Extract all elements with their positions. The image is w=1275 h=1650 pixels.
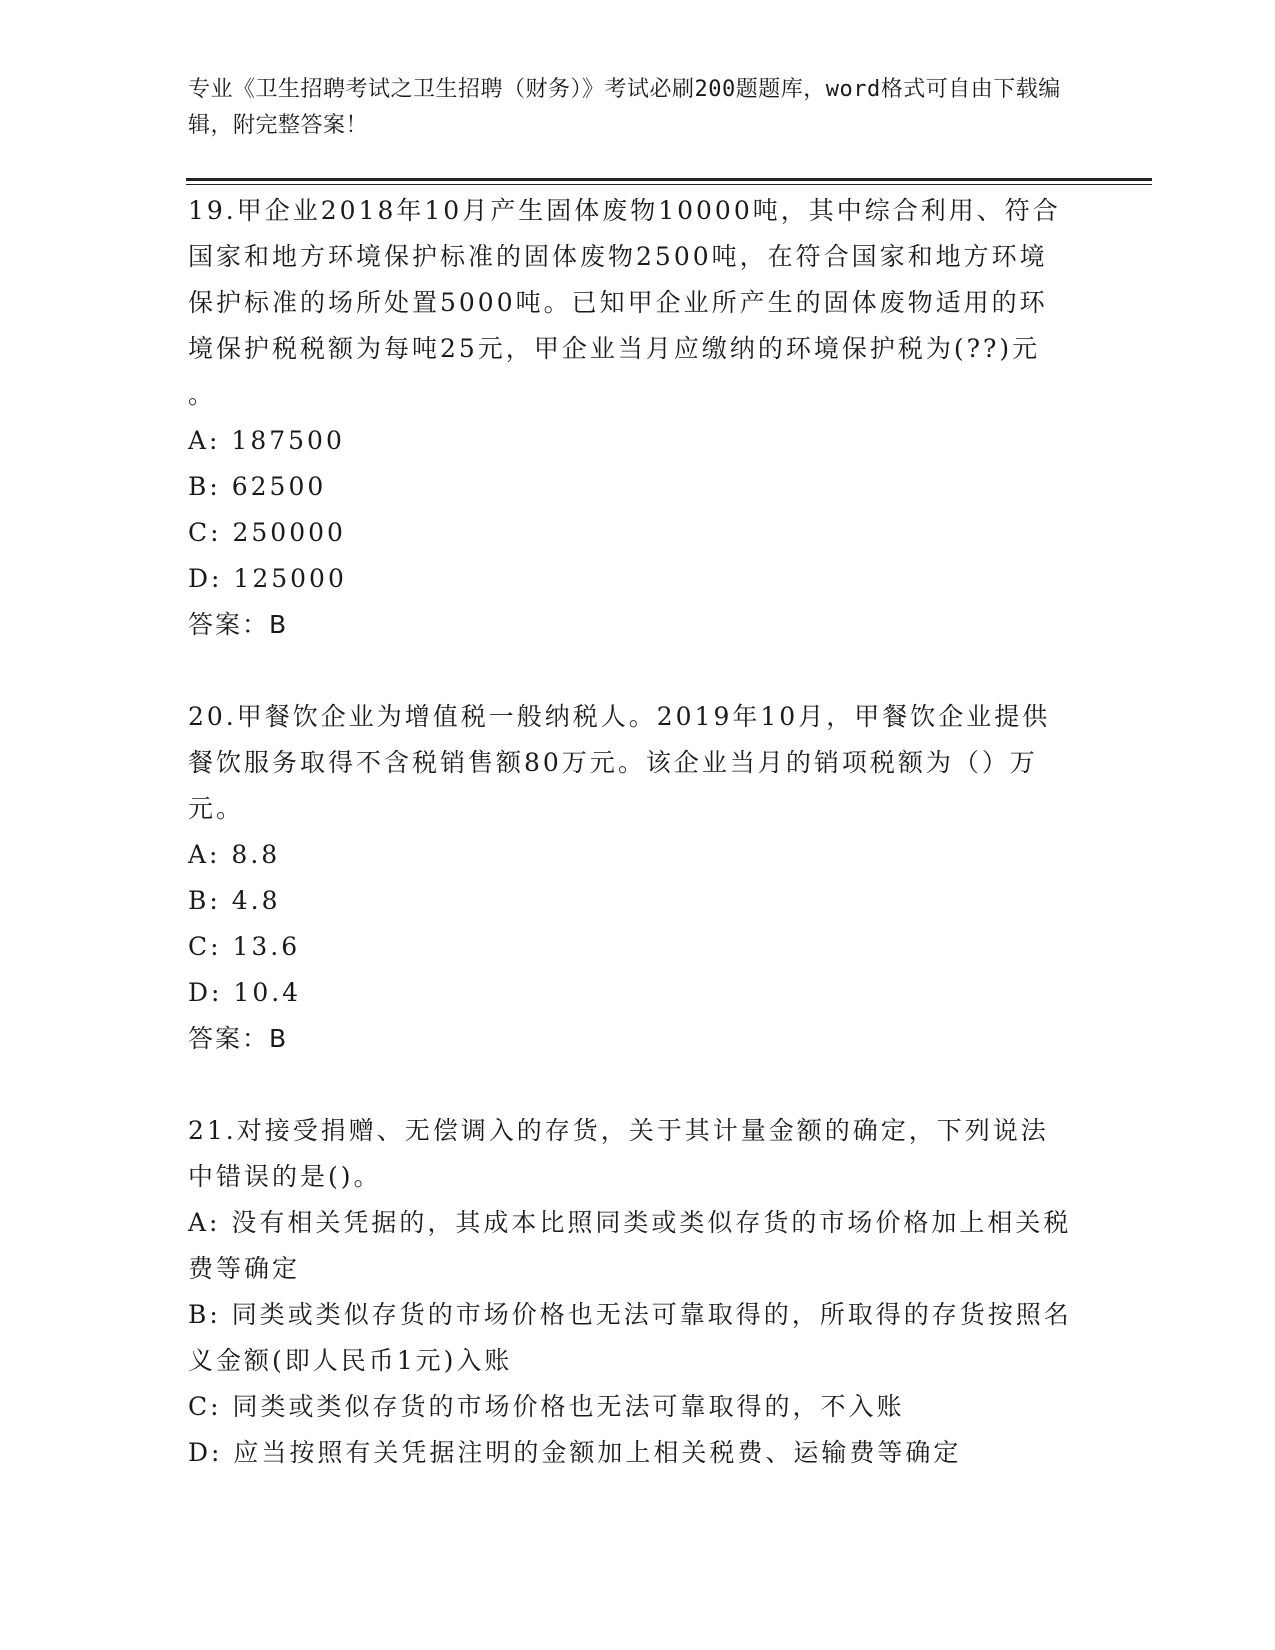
- question-stem-tail: 。: [188, 380, 217, 409]
- answer-line: 答案：B: [188, 610, 289, 639]
- option-c: C: 13.6: [188, 932, 301, 961]
- option-a: A: 8.8: [188, 840, 281, 869]
- answer-line: 答案：B: [188, 1024, 289, 1053]
- question-21: [188, 1108, 1072, 1476]
- option-c: C: 250000: [188, 518, 346, 547]
- header-divider-thin: [186, 184, 1152, 185]
- option-a: A: 187500: [188, 426, 345, 455]
- option-b: B: 4.8: [188, 886, 281, 915]
- header-divider-thick: [186, 178, 1152, 181]
- option-d: D: 125000: [188, 564, 347, 593]
- question-spacer: [188, 648, 1072, 694]
- question-list: [188, 188, 1072, 1476]
- header-intro-text: 专业《卫生招聘考试之卫生招聘（财务）》考试必刷200题题库，word格式可自由下载编辑，附完整答案！: [188, 77, 1061, 138]
- question-stem: 19.甲企业2018年10月产生固体废物10000吨，其中综合利用、符合国家和地方环境保护标准的固体废物2500吨，在符合国家和地方环境保护标准的场所处置5000吨。已知甲企业所产生的固体废物适用的环境保护税税额为每吨25元，甲企业当月应缴纳的环境保护税为(??)元: [188, 196, 1061, 363]
- option-c: C: 同类或类似存货的市场价格也无法可靠取得的，不入账: [188, 1392, 905, 1421]
- option-b: B: 同类或类似存货的市场价格也无法可靠取得的，所取得的存货按照名义金额(即人民币1元)入账: [188, 1300, 1072, 1375]
- option-d: D: 10.4: [188, 978, 302, 1007]
- question-spacer: [188, 1062, 1072, 1108]
- question-stem: 20.甲餐饮企业为增值税一般纳税人。2019年10月，甲餐饮企业提供餐饮服务取得不含税销售额80万元。该企业当月的销项税额为（）万元。: [188, 702, 1051, 823]
- question-stem: 21.对接受捐赠、无偿调入的存货，关于其计量金额的确定，下列说法中错误的是()。: [188, 1116, 1049, 1191]
- document-header: [188, 72, 1068, 144]
- option-d: D: 应当按照有关凭据注明的金额加上相关税费、运输费等确定: [188, 1438, 962, 1467]
- option-b: B: 62500: [188, 472, 327, 501]
- option-a: A: 没有相关凭据的，其成本比照同类或类似存货的市场价格加上相关税费等确定: [188, 1208, 1072, 1283]
- question-20: [188, 694, 1072, 1062]
- question-19: [188, 188, 1072, 648]
